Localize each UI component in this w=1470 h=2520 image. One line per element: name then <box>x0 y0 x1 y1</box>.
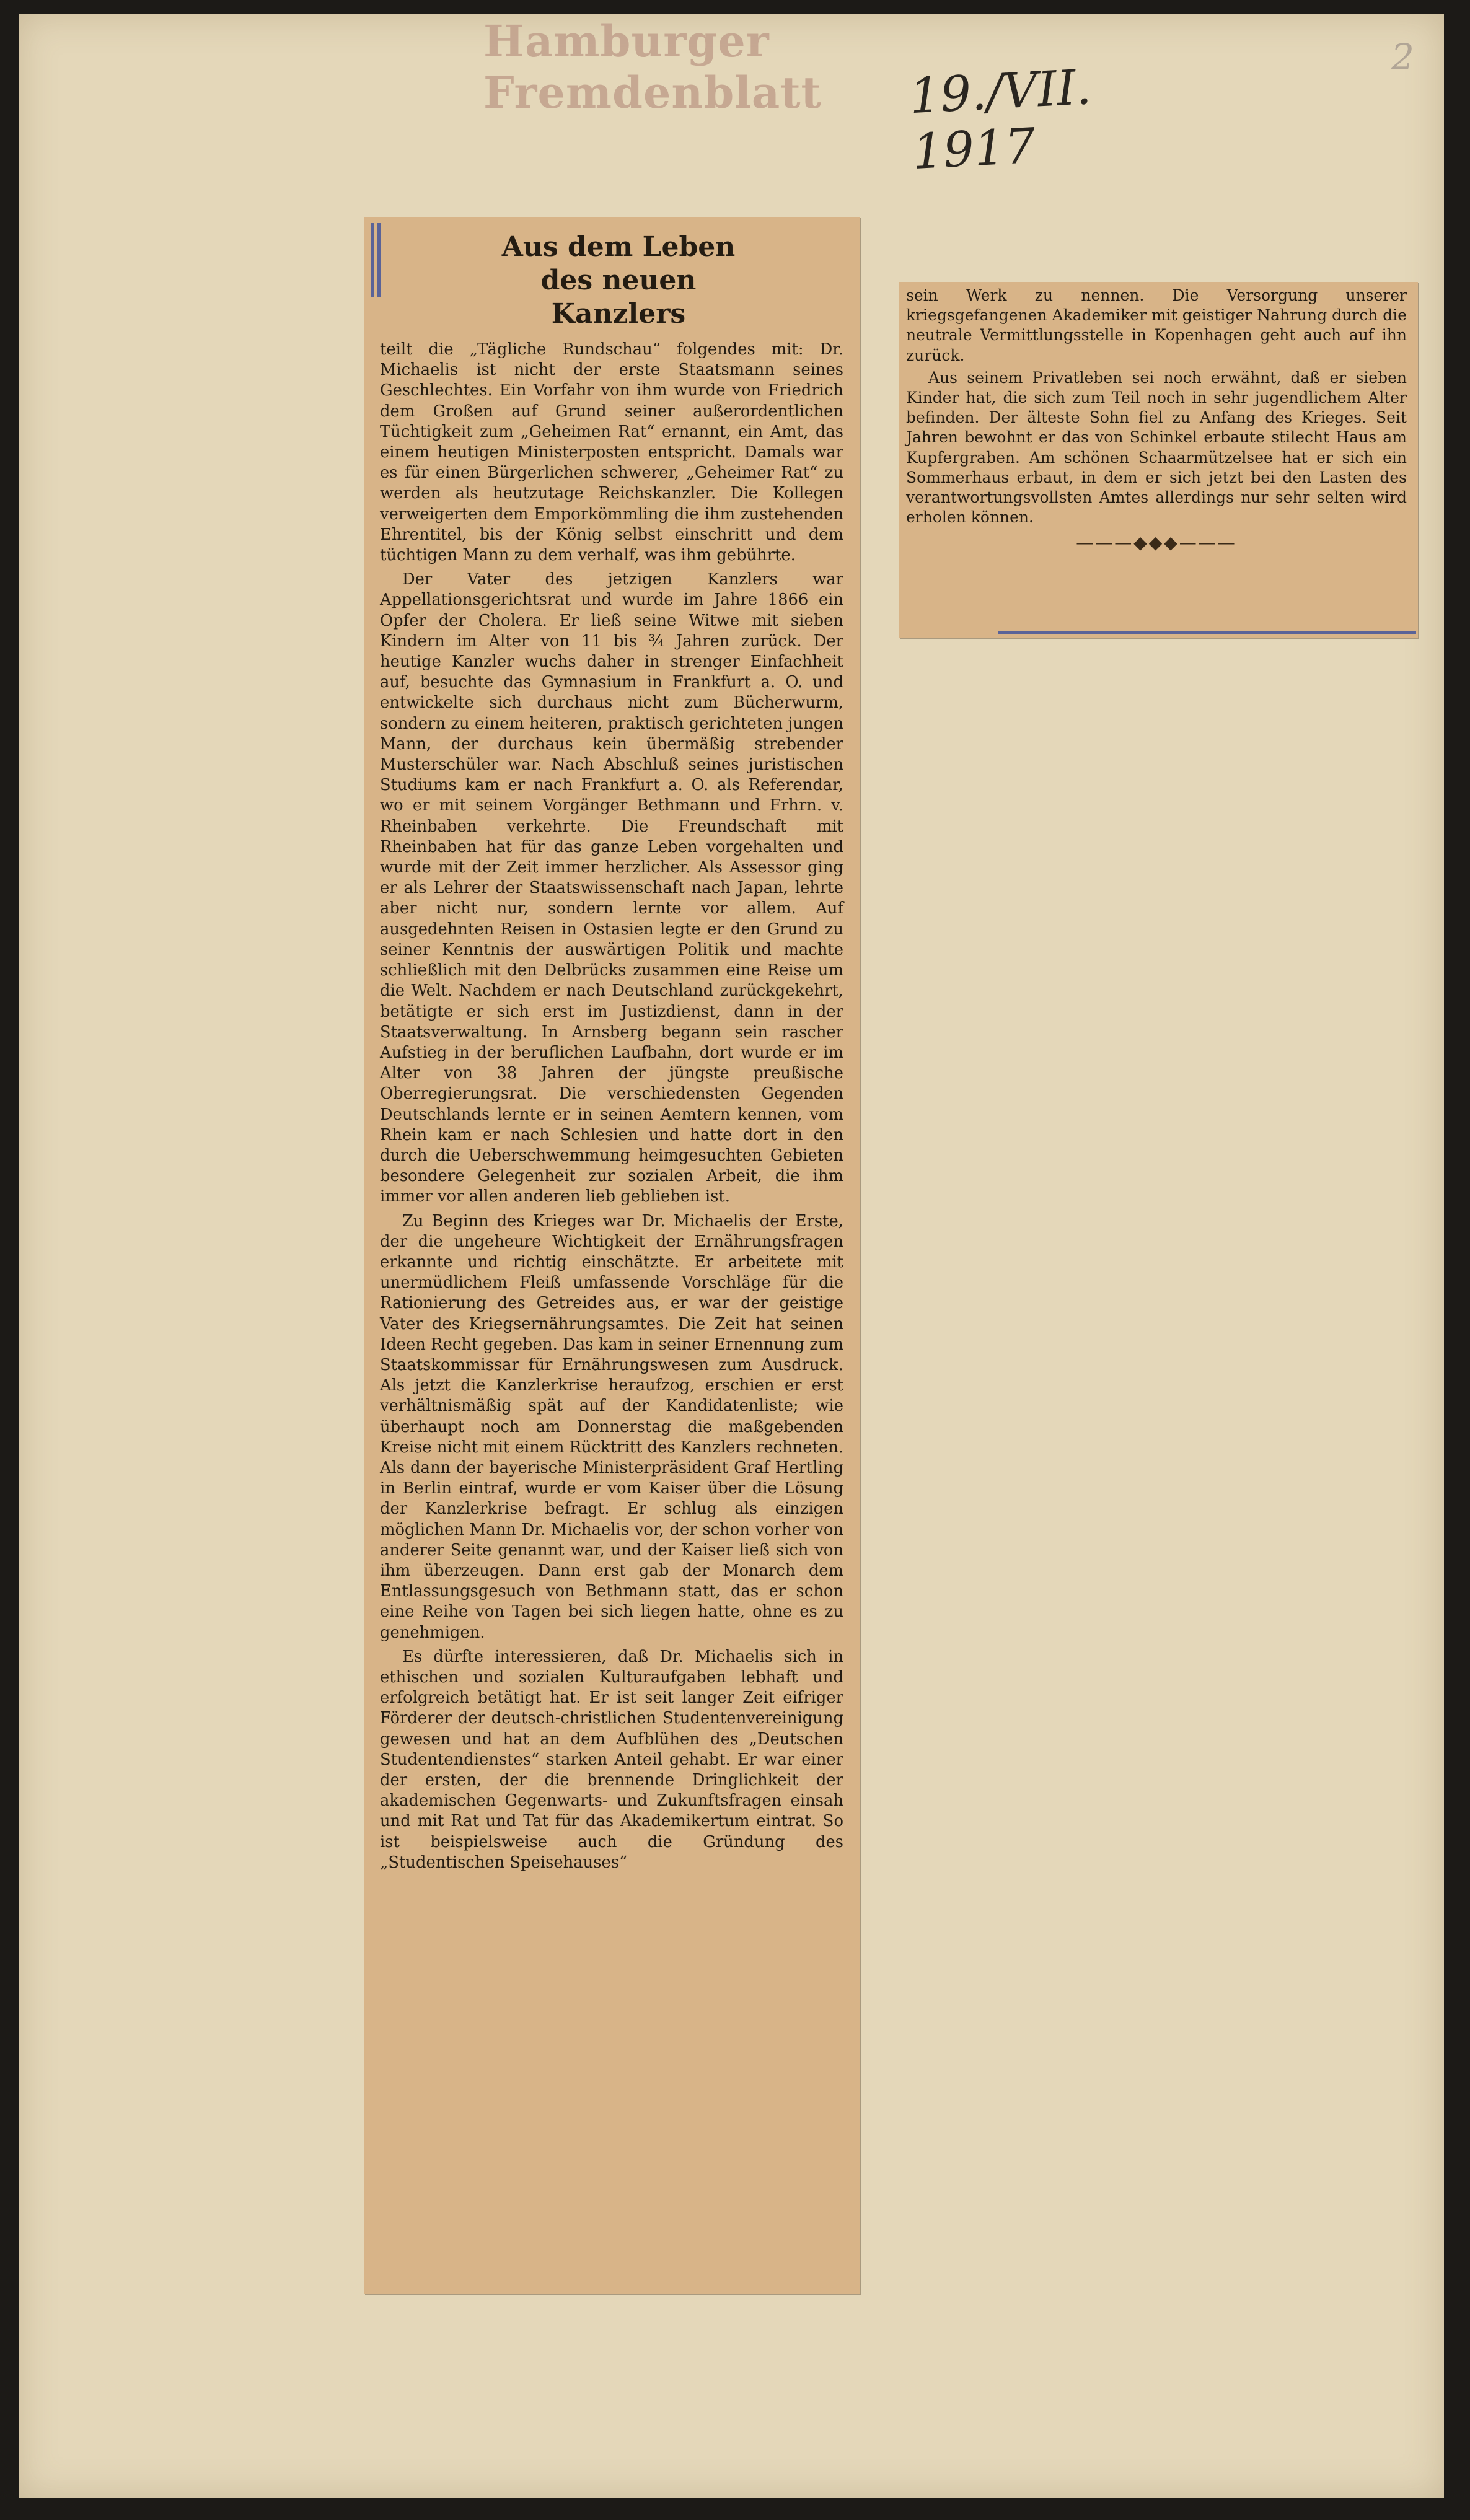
article-paragraph: Es dürfte interessieren, daß Dr. Michaelis sich in ethischen und sozialen Kulturaufgaben lebhaft und erfolgreich betätigt hat. Er ist seit langer Zeit eifriger Förderer der deutsch-christlichen Studentenvereinigung gewesen und hat an dem Aufblühen des „Deutschen Studentendienstes“ starken Anteil gehabt. Er war einer der ersten, der die brennende Dringlichkeit der akademischen Gegenwarts- und Zukunftsfragen einsah und mit Rat und Tat für das Akademikertum eintrat. So ist beispielsweise auch die Gründung des „Studentischen Speisehauses“ <box>380 1647 843 1872</box>
blue-pencil-mark <box>371 223 385 297</box>
handwritten-date: 19./VII. 1917 <box>908 59 1093 181</box>
article-paragraph: teilt die „Tägliche Rundschau“ folgendes mit: Dr. Michaelis ist nicht der erste Staatsmann seines Geschlechtes. Ein Vorfahr von ihm wurde von Friedrich dem Großen auf Grund seiner außerordentlichen Tüchtigkeit zum „Geheimen Rat“ ernannt, ein Amt, das einem heutigen Ministerposten entspricht. Damals war es für einen Bürgerlichen schwerer, „Geheimer Rat“ zu werden als heutzutage Reichskanzler. Die Kollegen verweigerten dem Emporkömmling die ihm zustehenden Ehrentitel, bis der König selbst einschritt und dem tüchtigen Mann zu dem verhalf, was ihm gebührte. <box>380 340 843 565</box>
continuation-body <box>906 286 1407 527</box>
continuation-clipping <box>899 282 1418 638</box>
article-clipping <box>364 217 860 2294</box>
blue-pencil-underline <box>998 631 1416 634</box>
continuation-paragraph: sein Werk zu nennen. Die Versorgung unserer kriegsgefangenen Akademiker mit geistiger Nahrung durch die neutrale Vermittlungsstelle in Kopenhagen geht auch auf ihn zurück. <box>906 286 1407 364</box>
article-body <box>380 340 843 1873</box>
end-ornament: ———◆◆◆——— <box>1076 532 1237 553</box>
headline-line-2: des neuen Kanzlers <box>540 265 697 330</box>
article-headline <box>473 230 764 331</box>
newspaper-stamp: Hamburger Fremdenblatt <box>483 15 822 118</box>
article-paragraph: Zu Beginn des Krieges war Dr. Michaelis der Erste, der die ungeheure Wichtigkeit der Ernährungsfragen erkannte und richtig einschätzte. Er arbeitete mit unermüdlichem Fleiß umfassende Vorschläge für die Rationierung des Getreides aus, er war der geistige Vater des Kriegsernährungsamtes. Die Zeit hat seinen Ideen Recht gegeben. Das kam in seiner Ernennung zum Staatskommissar für Ernährungswesen zum Ausdruck. Als jetzt die Kanzlerkrise heraufzog, erschien er erst verhältnismäßig spät auf der Kandidatenliste; wie überhaupt noch am Donnerstag die maßgebenden Kreise nicht mit einem Rücktritt des Kanzlers rechneten. Als dann der bayerische Ministerpräsident Graf Hertling in Berlin eintraf, wurde er vom Kaiser über die Lösung der Kanzlerkrise befragt. Er schlug als einzigen möglichen Mann Dr. Michaelis vor, der schon vorher von anderer Seite genannt war, und der Kaiser ließ sich von ihm überzeugen. Dann erst gab der Monarch dem Entlassungsgesuch von Bethmann statt, das er schon eine Reihe von Tagen bei sich liegen hatte, ohne es zu genehmigen. <box>380 1211 844 1642</box>
page-number: 2 <box>1391 36 1414 78</box>
continuation-paragraph: Aus seinem Privatleben sei noch erwähnt, daß er sieben Kinder hat, die sich zum Teil noch in sehr jugendlichem Alter befinden. Der älteste Sohn fiel zu Anfang des Krieges. Seit Jahren bewohnt er das von Schinkel erbaute stilecht Haus am Kupfergraben. Am schönen Schaarmützelsee hat er sich ein Sommerhaus erbaut, in dem er sich jetzt bei den Lasten des verantwortungsvollsten Amtes allerdings nur sehr selten wird erholen können. <box>906 368 1407 527</box>
article-paragraph: Der Vater des jetzigen Kanzlers war Appellationsgerichtsrat und wurde im Jahre 1866 ein Opfer der Cholera. Er ließ seine Witwe mit sieben Kindern im Alter von 11 bis ¾ Jahren zurück. Der heutige Kanzler wuchs daher in strenger Einfachheit auf, besuchte das Gymnasium in Frankfurt a. O. und entwickelte sich durchaus nicht zum Bücherwurm, sondern zu einem heiteren, praktisch gerichteten jungen Mann, der durchaus kein übermäßig strebender Musterschüler war. Nach Abschluß seines juristischen Studiums kam er nach Frankfurt a. O. als Referendar, wo er mit seinem Vorgänger Bethmann und Frhrn. v. Rheinbaben verkehrte. Die Freundschaft mit Rheinbaben hat für das ganze Leben vorgehalten und wurde mit der Zeit immer herzlicher. Als Assessor ging er als Lehrer der Staatswissenschaft nach Japan, lehrte aber nicht nur, sondern lernte vor allem. Auf ausgedehnten Reisen in Ostasien legte er den Grund zu seiner Kenntnis der auswärtigen Politik und machte schließlich mit den Delbrücks zusammen eine Reise um die Welt. Nachdem er nach Deutschland zurückgekehrt, betätigte er sich erst im Justizdienst, dann in der Staatsverwaltung. In Arnsberg begann sein rascher Aufstieg in der beruflichen Laufbahn, dort wurde er im Alter von 38 Jahren der jüngste preußische Oberregierungsrat. Die verschiedensten Gegenden Deutschlands lernte er in seinen Aemtern kennen, vom Rhein kam er nach Schlesien und hatte dort in den durch die Ueberschwemmung heimgesuchten Gebieten besondere Gelegenheit zur sozialen Arbeit, die ihm immer vor allen anderen lieb geblieben ist. <box>380 570 843 1206</box>
headline-line-1: Aus dem Leben <box>501 231 736 263</box>
